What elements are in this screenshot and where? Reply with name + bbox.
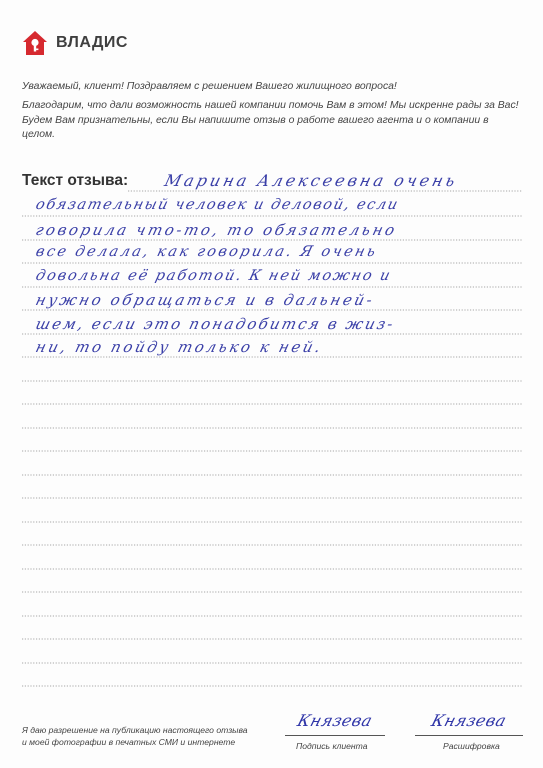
handwritten-line: обязательный человек и деловой, если bbox=[34, 197, 401, 213]
client-signature: Князева bbox=[295, 711, 375, 730]
handwritten-line: Марина Алексеевна очень bbox=[162, 171, 461, 190]
brand-name: ВЛАДИС bbox=[56, 34, 128, 51]
handwritten-line: довольна её работой. К ней можно и bbox=[34, 268, 394, 284]
signature-transcript: Князева bbox=[429, 711, 509, 730]
handwritten-line: шем, если это понадобится в жиз- bbox=[33, 315, 398, 333]
signature-line bbox=[285, 735, 385, 736]
handwritten-line: нужно обращаться и в дальней- bbox=[33, 291, 377, 309]
review-title: Текст отзыва: bbox=[22, 172, 129, 189]
handwritten-line: ни, то пойду только к ней. bbox=[33, 338, 325, 356]
signature-caption: Подпись клиента bbox=[296, 741, 368, 751]
greeting-text: Уважаемый, клиент! Поздравляем с решением Вашего жилищного вопроса! bbox=[22, 81, 397, 92]
handwritten-line: все делала, как говорила. Я очень bbox=[34, 244, 380, 260]
consent-text: Я даю разрешение на публикацию настоящего отзыва и моей фотографии в печатных СМИ и интернете bbox=[22, 725, 248, 747]
request-text: Благодарим, что дали возможность нашей компании помочь Вам в этом! Мы искренне рады за Вас! Будем Вам признательны, если Вы напишите отзыв о работе вашего агента и о компании в целом. bbox=[22, 100, 519, 140]
transcript-line bbox=[415, 735, 523, 736]
handwritten-line: говорила что-то, то обязательно bbox=[33, 221, 400, 239]
transcript-caption: Расшифровка bbox=[443, 741, 500, 751]
